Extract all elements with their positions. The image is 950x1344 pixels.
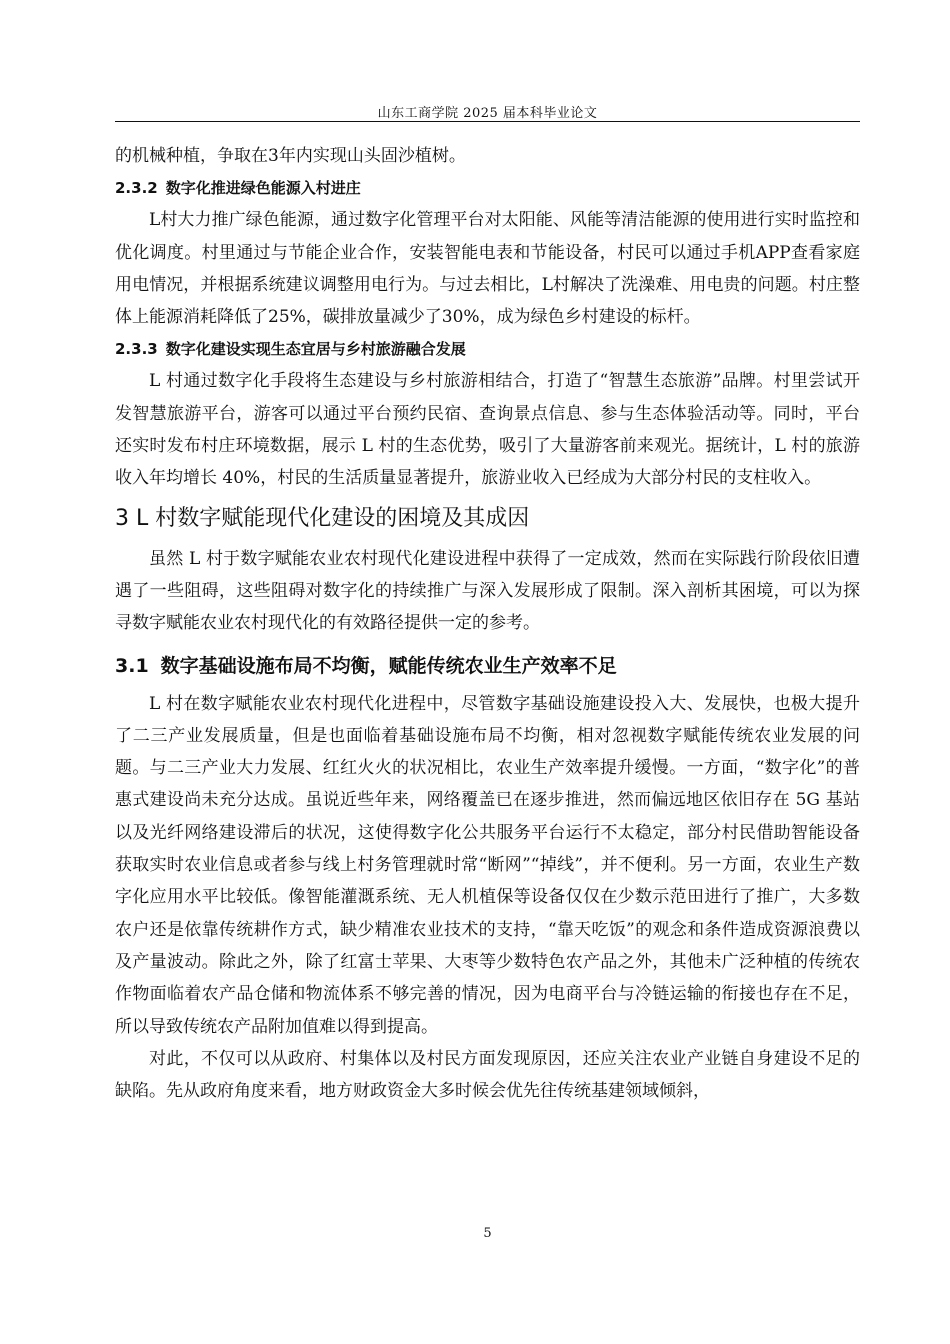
section-title: 数字基础设施布局不均衡，赋能传统农业生产效率不足	[160, 654, 617, 677]
paragraph-causes: 对此，不仅可以从政府、村集体以及村民方面发现原因，还应关注农业产业链自身建设不足的缺陷。先从政府角度来看，地方财政资金大多时候会优先往传统基建领域倾斜，	[115, 1048, 860, 1102]
section-heading-2-3-2	[115, 172, 860, 204]
section-number: 2.3.2	[115, 179, 158, 198]
paragraph-chapter-intro: 虽然 L 村于数字赋能农业农村现代化建设进程中获得了一定成效，然而在实际践行阶段依旧遭遇了一些阻碍，这些阻碍对数字化的持续推广与深入发展形成了限制。深入剖析其困境，可以为探寻数字赋能农业农村现代化的有效路径提供一定的参考。	[115, 548, 860, 634]
section-number: 3.1	[115, 654, 149, 677]
paragraph-infrastructure: L 村在数字赋能农业农村现代化进程中，尽管数字基础设施建设投入大、发展快，也极大提升了二三产业发展质量，但是也面临着基础设施布局不均衡，相对忽视数字赋能传统农业发展的问题。与二三产业大力发展、红红火火的状况相比，农业生产效率提升缓慢。一方面，“数字化”的普惠式建设尚未充分达成。虽说近些年来，网络覆盖已在逐步推进，然而偏远地区依旧存在 5G 基站以及光纤网络建设滞后的状况，这使得数字化公共服务平台运行不太稳定，部分村民借助智能设备获取实时农业信息或者参与线上村务管理就时常“断网”“掉线”，并不便利。另一方面，农业生产数字化应用水平比较低。像智能灌溉系统、无人机植保等设备仅仅在少数示范田进行了推广，大多数农户还是依靠传统耕作方式，缺少精准农业技术的支持，“靠天吃饭”的观念和条件造成资源浪费以及产量波动。除此之外，除了红富士苹果、大枣等少数特色农产品之外，其他未广泛种植的传统农作物面临着农产品仓储和物流体系不够完善的情况，因为电商平台与冷链运输的衔接也存在不足，所以导致传统农产品附加值难以得到提高。	[115, 693, 860, 1037]
section-number: 2.3.3	[115, 340, 158, 359]
section-title: 数字化推进绿色能源入村进庄	[165, 179, 361, 198]
section-title: 数字化建设实现生态宜居与乡村旅游融合发展	[165, 340, 466, 359]
paragraph-continuation: 的机械种植，争取在3年内实现山头固沙植树。	[115, 146, 466, 166]
section-heading-3-1	[115, 646, 860, 686]
section-heading-2-3-3	[115, 333, 860, 365]
chapter-heading-3: 3 L 村数字赋能现代化建设的困境及其成因	[115, 505, 530, 531]
paragraph-eco-tourism: L 村通过数字化手段将生态建设与乡村旅游相结合，打造了“智慧生态旅游”品牌。村里尝试开发智慧旅游平台，游客可以通过平台预约民宿、查询景点信息、参与生态体验活动等。同时，平台还实时发布村庄环境数据，展示 L 村的生态优势，吸引了大量游客前来观光。据统计，L 村的旅游收入年均增长 40%，村民的生活质量显著提升，旅游业收入已经成为大部分村民的支柱收入。	[115, 371, 860, 489]
paragraph-green-energy: L村大力推广绿色能源，通过数字化管理平台对太阳能、风能等清洁能源的使用进行实时监控和优化调度。村里通过与节能企业合作，安装智能电表和节能设备，村民可以通过手机APP查看家庭用电情况，并根据系统建议调整用电行为。与过去相比，L村解决了洗澡难、用电贵的问题。村庄整体上能源消耗降低了25%，碳排放量减少了30%，成为绿色乡村建设的标杆。	[115, 210, 860, 328]
page-header: 山东工商学院 2025 届本科毕业论文	[377, 106, 598, 121]
header-rule	[115, 121, 860, 122]
document-body	[115, 140, 860, 1107]
page-number: 5	[483, 1226, 492, 1241]
